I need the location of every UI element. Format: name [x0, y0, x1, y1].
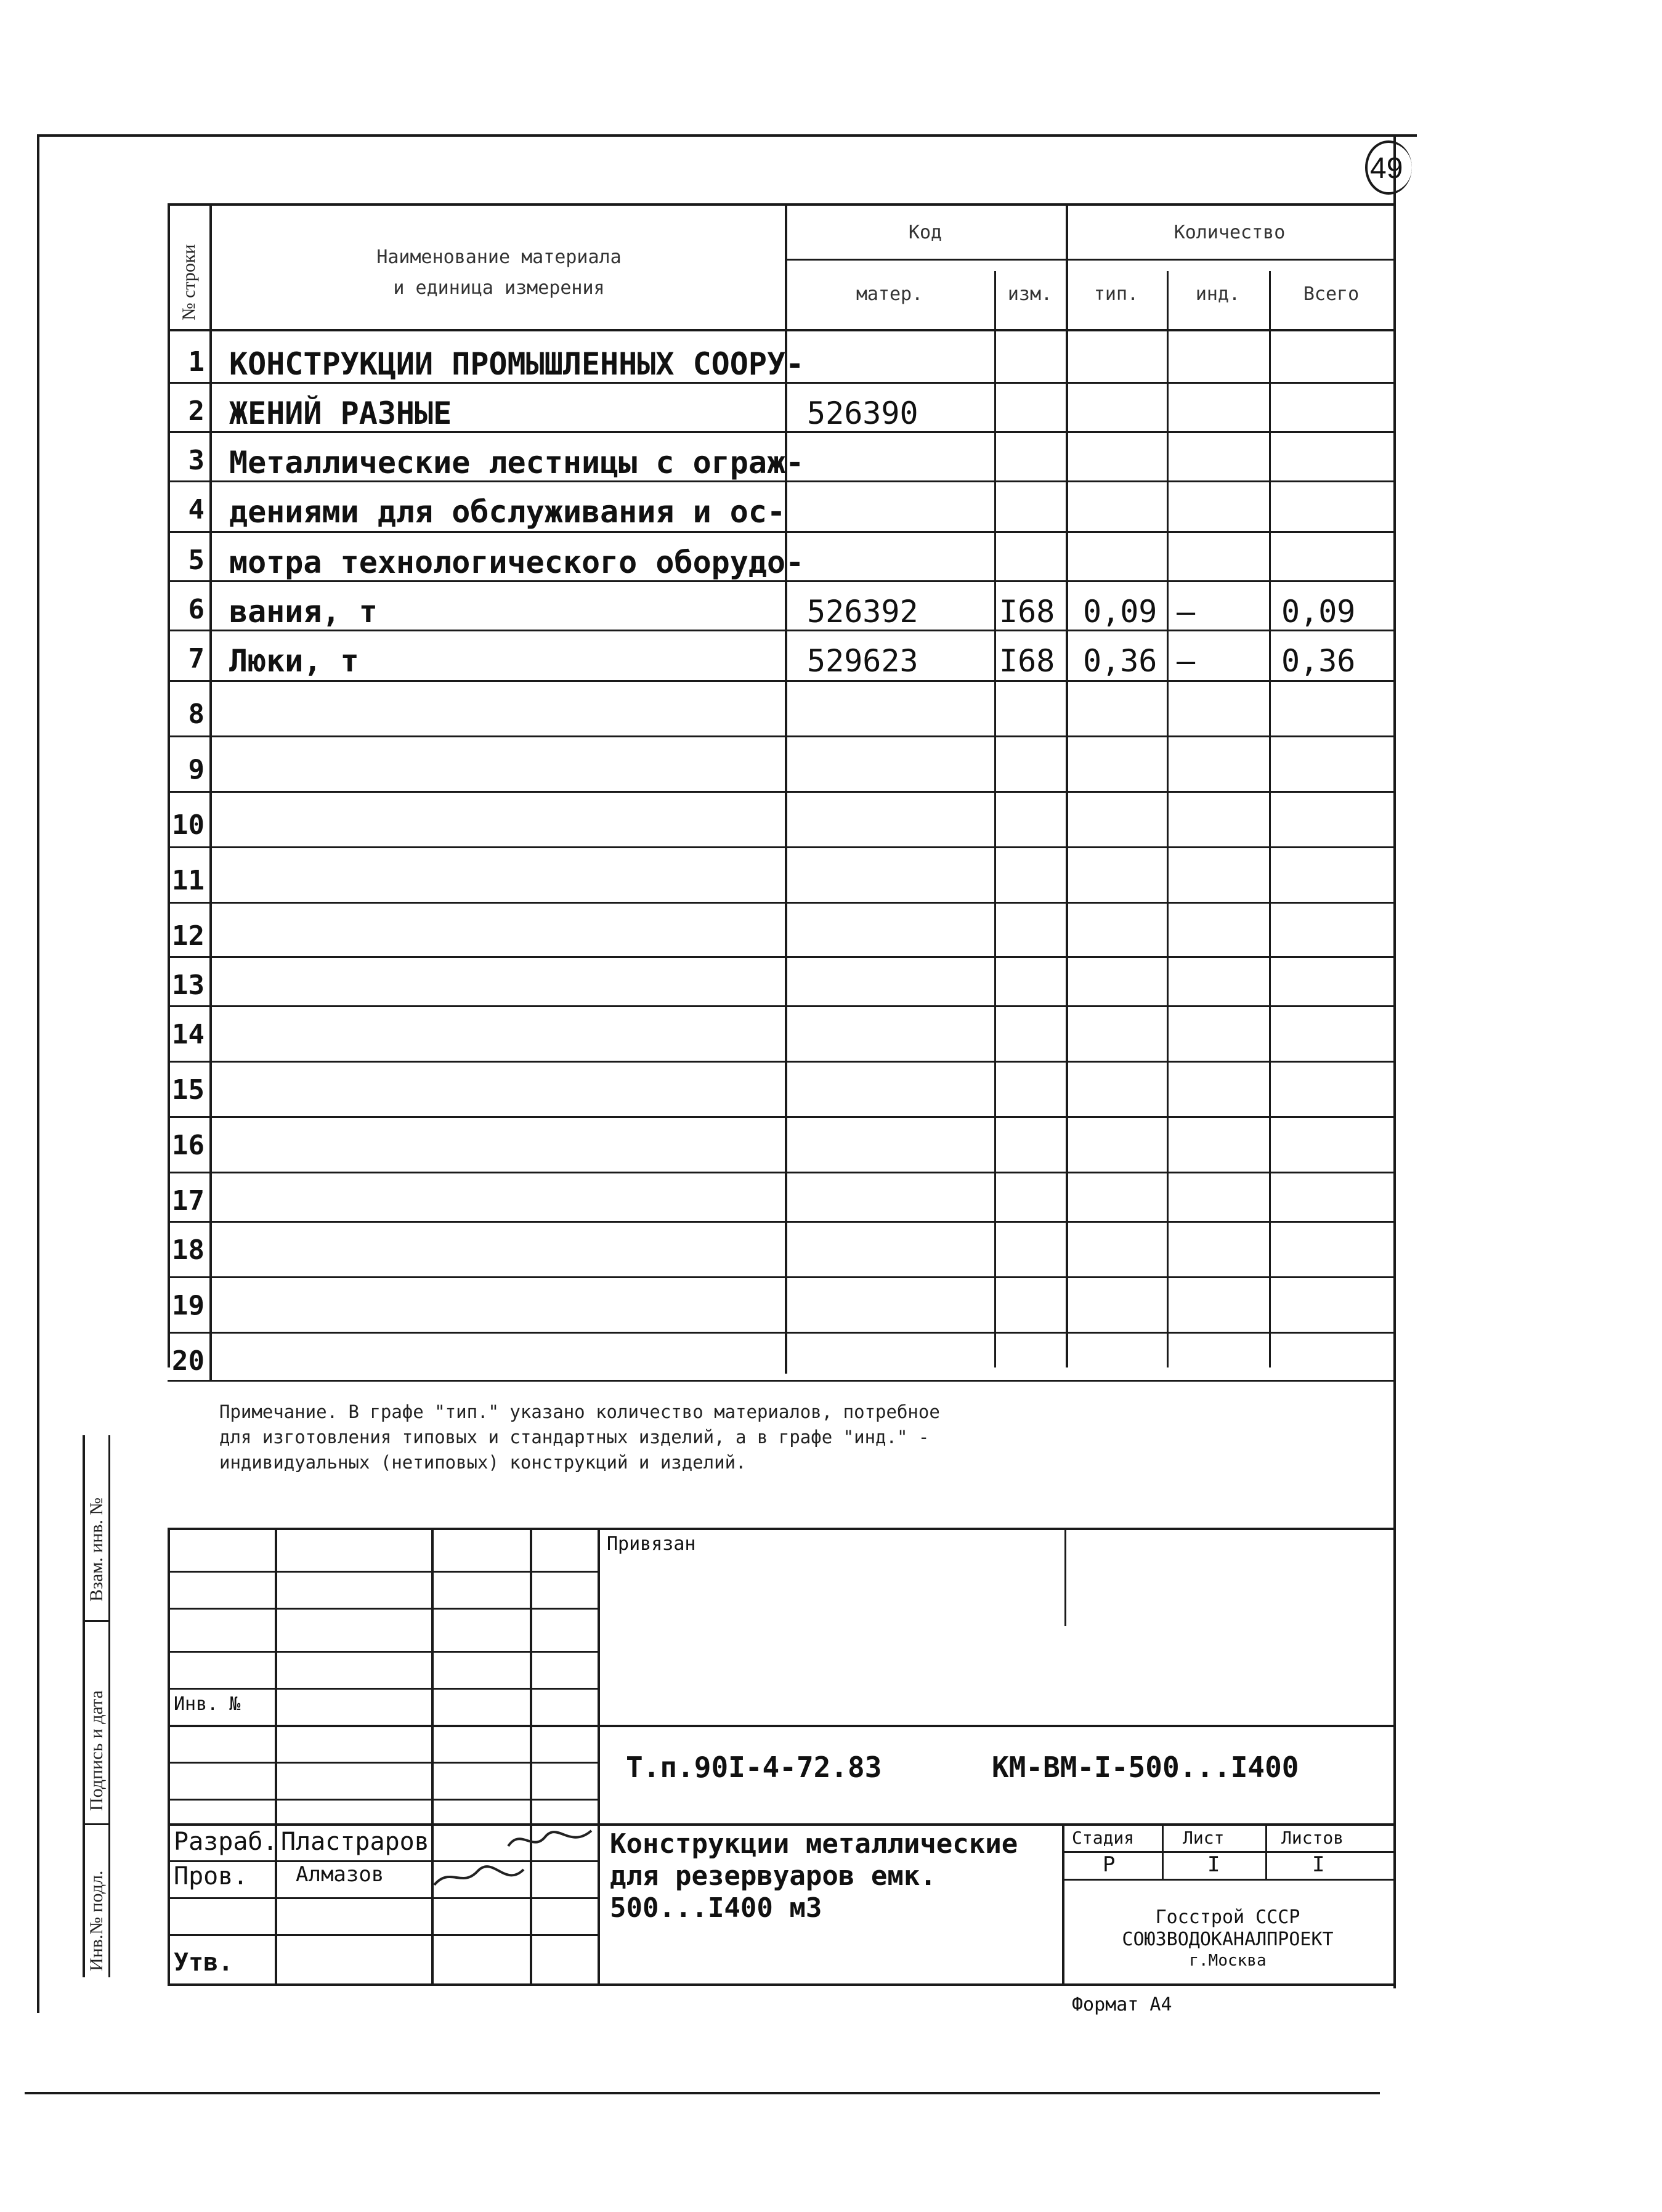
col-code-material-header: матер. [856, 283, 923, 305]
sheet-code: КМ-ВМ-I-500...I400 [992, 1751, 1299, 1784]
row-number: 2 [188, 395, 205, 427]
doc-code: Т.п.90I-4-72.83 [626, 1751, 882, 1784]
inv-no-label: Инв. № [174, 1693, 241, 1715]
signature-developer [505, 1825, 598, 1855]
row-number: 1 [188, 346, 205, 378]
row-number: 19 [172, 1290, 205, 1321]
row-number: 6 [188, 594, 205, 625]
row-number: 17 [172, 1185, 205, 1217]
row-separator [168, 1380, 1393, 1382]
row-separator [168, 1061, 1393, 1063]
row-qty-typ: 0,36 [1083, 643, 1157, 679]
row-material-code: 529623 [807, 643, 918, 679]
col-num-header: № строки [179, 244, 199, 320]
tb-col-privyazan-split [1064, 1528, 1066, 1626]
row-qty-total: 0,36 [1281, 643, 1356, 679]
row-number: 18 [172, 1234, 205, 1266]
row-qty-typ: 0,09 [1083, 594, 1157, 630]
row-separator [168, 846, 1393, 848]
row-separator [168, 735, 1393, 737]
col-qty-header: Количество [1174, 222, 1286, 243]
row-separator [168, 1116, 1393, 1118]
org-line-2: СОЮЗВОДОКАНАЛПРОЕКТ [1122, 1929, 1334, 1950]
row-qty-ind: – [1177, 643, 1196, 679]
side-strip-sep1 [83, 1620, 108, 1622]
row-separator [168, 791, 1393, 793]
title-line-2: для резервуаров емк. [610, 1860, 936, 1892]
row-separator [168, 956, 1393, 958]
row-qty-total: 0,09 [1281, 594, 1356, 630]
row-material-code: 526390 [807, 395, 918, 431]
row-separator [168, 580, 1393, 582]
stage-label: Стадия [1072, 1828, 1135, 1848]
col-name-header-line2: и единица измерения [393, 277, 605, 299]
tb-stage-bottom [1062, 1879, 1393, 1881]
title-line-3: 500...I400 м3 [610, 1892, 822, 1924]
row-number: 3 [188, 445, 205, 476]
side-strip-line-inner [108, 1435, 110, 1977]
row-separator [168, 680, 1393, 682]
row-number: 12 [172, 920, 205, 952]
header-mid-line [785, 259, 1393, 261]
frame-top-line [37, 134, 1417, 137]
row-name: КОНСТРУКЦИИ ПРОМЫШЛЕННЫХ СООРУ- [229, 346, 805, 382]
row-number: 10 [172, 809, 205, 841]
col-code-unit-header: изм. [1007, 283, 1053, 305]
row-separator [168, 531, 1393, 533]
privyazan-label: Привязан [607, 1533, 696, 1555]
tb-row-3 [168, 1651, 598, 1653]
row-separator [168, 1221, 1393, 1223]
frame-left-line [37, 134, 39, 2013]
org-line-3: г.Москва [1189, 1951, 1267, 1970]
row-number: 9 [188, 754, 205, 785]
row-material-code: 526392 [807, 594, 918, 630]
tb-row-4 [168, 1688, 598, 1690]
row-separator [168, 382, 1393, 384]
sheets-value: I [1312, 1852, 1325, 1877]
col-line-unit [994, 271, 996, 1367]
row-qty-ind: – [1177, 594, 1196, 630]
org-line-1: Госстрой СССР [1155, 1906, 1300, 1928]
row-name: ЖЕНИЙ РАЗНЫЕ [229, 395, 452, 431]
row-separator [168, 480, 1393, 482]
sheets-label: Листов [1281, 1828, 1344, 1848]
tb-row-10 [168, 1897, 598, 1899]
role-checker: Пров. [174, 1862, 248, 1890]
row-number: 13 [172, 970, 205, 1001]
row-number: 4 [188, 494, 205, 525]
row-name: вания, т [229, 594, 378, 630]
tb-row-7 [168, 1799, 598, 1801]
col-line-total [1269, 271, 1271, 1367]
col-code-header: Код [908, 222, 942, 243]
row-number: 15 [172, 1074, 205, 1106]
signature-checker [431, 1860, 530, 1891]
tb-row-5 [168, 1725, 1393, 1727]
side-label-inv-dupl: Взам. инв. № [86, 1497, 107, 1602]
row-number: 11 [172, 865, 205, 896]
tb-top-line [168, 1528, 1393, 1530]
col-line-ind [1167, 271, 1169, 1367]
row-name: дениями для обслуживания и ос- [229, 494, 786, 530]
tb-col-b [431, 1528, 434, 1983]
role-approver: Утв. [174, 1948, 233, 1977]
side-strip-line [83, 1435, 85, 1977]
tb-left-line [168, 1528, 170, 1983]
row-number: 5 [188, 545, 205, 576]
frame-right-line [1393, 134, 1396, 1988]
row-name: Люки, т [229, 643, 359, 679]
row-number: 7 [188, 643, 205, 675]
sheet-label: Лист [1183, 1828, 1225, 1848]
row-separator [168, 1172, 1393, 1173]
row-separator [168, 1276, 1393, 1278]
side-label-sign-date: Подпись и дата [86, 1690, 107, 1811]
header-top-line [168, 203, 1393, 206]
tb-row-8 [168, 1823, 1393, 1826]
page-number: 49 [1370, 152, 1403, 185]
tb-row-2 [168, 1608, 598, 1610]
row-number: 20 [172, 1345, 205, 1377]
title-line-1: Конструкции металлические [610, 1828, 1018, 1860]
tb-row-6 [168, 1762, 598, 1764]
col-name-header-line1: Наименование материала [376, 246, 622, 268]
row-separator [168, 630, 1393, 631]
row-number: 8 [188, 699, 205, 730]
stage-value: Р [1103, 1852, 1116, 1877]
col-qty-total-header: Всего [1303, 283, 1360, 305]
col-line-qty [1066, 203, 1068, 1367]
row-name: мотра технологического оборудо- [229, 545, 805, 580]
tb-row-1 [168, 1571, 598, 1573]
row-name: Металлические лестницы с ограж- [229, 445, 805, 480]
note-text: Примечание. В графе "тип." указано количество материалов, потребное для изготовления типовых и стандартных изделий, а в графе "инд." - индивидуальных (нетиповых) конструкций и изделий. [219, 1401, 940, 1473]
row-separator [168, 902, 1393, 904]
row-number: 16 [172, 1130, 205, 1161]
row-number: 14 [172, 1019, 205, 1050]
tb-col-d [598, 1528, 600, 1983]
tb-col-a [275, 1528, 277, 1983]
side-strip-sep2 [83, 1823, 108, 1825]
tb-col-c [530, 1528, 532, 1983]
col-qty-typ-header: тип. [1093, 283, 1139, 305]
row-separator [168, 1332, 1393, 1334]
frame-bottom-line [25, 2092, 1380, 2094]
name-checker: Алмазов [296, 1862, 384, 1887]
name-developer: Пластраров [281, 1828, 429, 1856]
col-qty-ind-header: инд. [1195, 283, 1241, 305]
row-unit-code: I68 [999, 643, 1055, 679]
header-bottom-line [168, 329, 1393, 331]
tb-row-11 [168, 1934, 598, 1936]
row-separator [168, 431, 1393, 433]
sheet-value: I [1207, 1852, 1220, 1877]
side-label-inv-orig: Инв.№ подл. [86, 1870, 107, 1971]
format-label: Формат А4 [1072, 1994, 1172, 2016]
role-developer: Разраб. [174, 1828, 278, 1856]
row-separator [168, 1005, 1393, 1007]
row-unit-code: I68 [999, 594, 1055, 630]
tb-bottom-line [168, 1983, 1393, 1986]
